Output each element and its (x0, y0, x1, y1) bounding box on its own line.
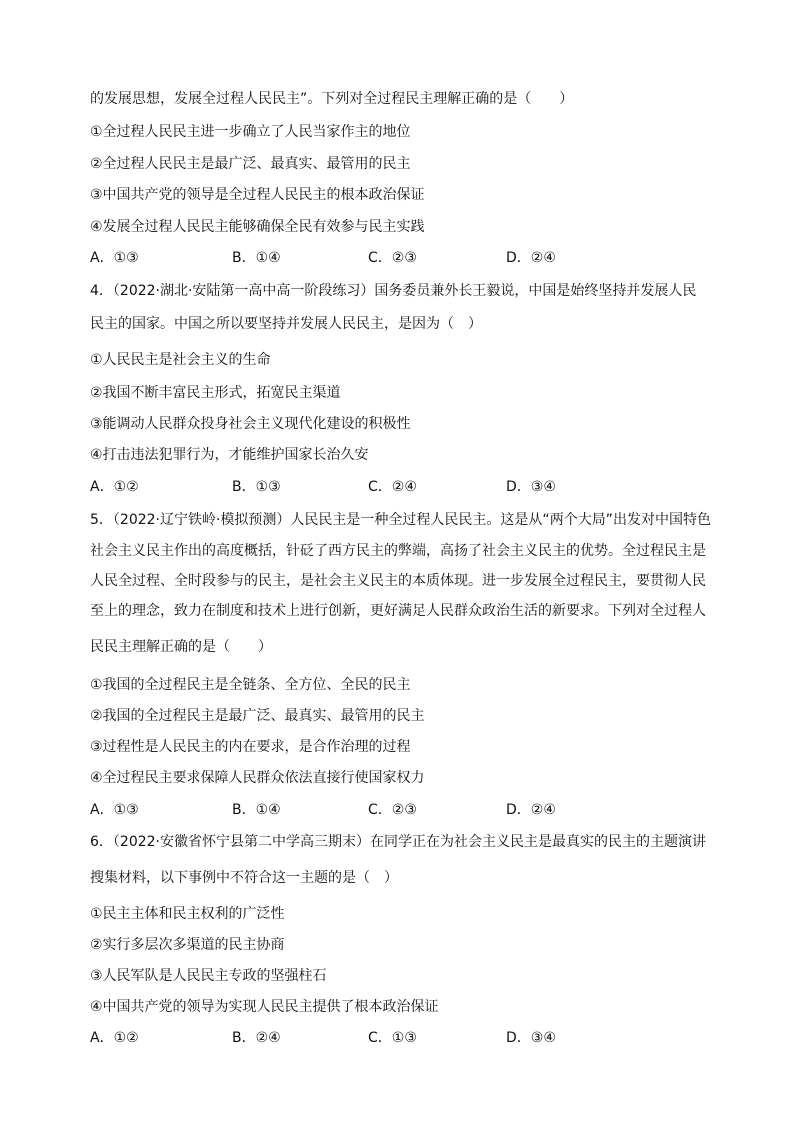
q5-option-2: ②我国的全过程民主是最广泛、最真实、最管用的民主 (90, 708, 425, 724)
q6-option-2: ②实行多层次多渠道的民主协商 (90, 937, 285, 953)
q3-choice-c[interactable]: C．②③ (368, 250, 417, 266)
q3-choice-a[interactable]: A．①③ (90, 250, 139, 266)
q5-option-1: ①我国的全过程民主是全链条、全方位、全民的民主 (90, 677, 411, 693)
q3-choice-d[interactable]: D．②④ (506, 250, 556, 266)
q6-choice-b[interactable]: B．②④ (232, 1030, 281, 1046)
q3-option-3: ③中国共产党的领导是全过程人民民主的根本政治保证 (90, 187, 425, 203)
q6-choice-d[interactable]: D．③④ (506, 1030, 556, 1046)
q3-option-1: ①全过程人民民主进一步确立了人民当家作主的地位 (90, 124, 411, 140)
q4-answer-choices (90, 477, 710, 497)
q3-answer-choices (90, 248, 710, 268)
q6-choice-c[interactable]: C．①③ (368, 1030, 417, 1046)
q4-option-4: ④打击违法犯罪行为，才能维护国家长治久安 (90, 447, 369, 463)
q5-choice-b[interactable]: B．①④ (232, 802, 281, 818)
q5-option-3: ③过程性是人民民主的内在要求，是合作治理的过程 (90, 739, 411, 755)
q3-stem-line: 的发展思想，发展全过程人民民主”。下列对全过程民主理解正确的是（ ） (90, 91, 574, 107)
q6-stem-line-2: 搜集材料，以下事例中不符合这一主题的是（ ） (90, 870, 398, 886)
q6-choice-a[interactable]: A．①② (90, 1030, 139, 1046)
q3-choice-b[interactable]: B．①④ (232, 250, 281, 266)
q4-choice-a[interactable]: A．①② (90, 479, 139, 495)
q4-stem-line-1: 4．（2022·湖北·安陆第一高中高一阶段练习）国务委员兼外长王毅说，中国是始终坚持并发展人民 (90, 283, 697, 299)
q3-option-4: ④发展全过程人民民主能够确保全民有效参与民主实践 (90, 219, 425, 235)
q5-choice-c[interactable]: C．②③ (368, 802, 417, 818)
q4-option-1: ①人民民主是社会主义的生命 (90, 352, 271, 368)
q4-stem-line-2: 民主的国家。中国之所以要坚持并发展人民民主，是因为（ ） (90, 316, 482, 332)
q4-choice-c[interactable]: C．②④ (368, 479, 417, 495)
q5-stem-line-3: 人民全过程、全时段参与的民主，是社会主义民主的本质体现。进一步发展全过程民主，要贯彻人民 (90, 573, 706, 589)
q4-choice-d[interactable]: D．③④ (506, 479, 556, 495)
q6-option-4: ④中国共产党的领导为实现人民民主提供了根本政治保证 (90, 999, 439, 1015)
q6-stem-line-1: 6．（2022·安徽省怀宁县第二中学高三期末）在同学正在为社会主义民主是最真实的民主的主题演讲 (90, 834, 706, 850)
q3-option-2: ②全过程人民民主是最广泛、最真实、最管用的民主 (90, 156, 411, 172)
q5-choice-a[interactable]: A．①③ (90, 802, 139, 818)
q6-option-1: ①民主主体和民主权利的广泛性 (90, 906, 285, 922)
q4-option-3: ③能调动人民群众投身社会主义现代化建设的积极性 (90, 416, 411, 432)
q4-choice-b[interactable]: B．①③ (232, 479, 281, 495)
q5-stem-line-2: 社会主义民主作出的高度概括，针砭了西方民主的弊端，高扬了社会主义民主的优势。全过程民主是 (90, 543, 706, 559)
q5-stem-line-5: 民民主理解正确的是（ ） (90, 639, 272, 655)
q5-option-4: ④全过程民主要求保障人民群众依法直接行使国家权力 (90, 770, 425, 786)
q4-option-2: ②我国不断丰富民主形式，拓宽民主渠道 (90, 385, 341, 401)
q5-choice-d[interactable]: D．②④ (506, 802, 556, 818)
q5-answer-choices (90, 800, 710, 820)
q5-stem-line-1: 5．（2022·辽宁铁岭·模拟预测）人民民主是一种全过程人民民主。这是从“两个大局”出发对中国特色 (90, 512, 711, 528)
q6-option-3: ③人民军队是人民民主专政的坚强柱石 (90, 968, 327, 984)
q6-answer-choices (90, 1028, 710, 1048)
q5-stem-line-4: 至上的理念，致力在制度和技术上进行创新，更好满足人民群众政治生活的新要求。下列对全过程人 (90, 603, 706, 619)
